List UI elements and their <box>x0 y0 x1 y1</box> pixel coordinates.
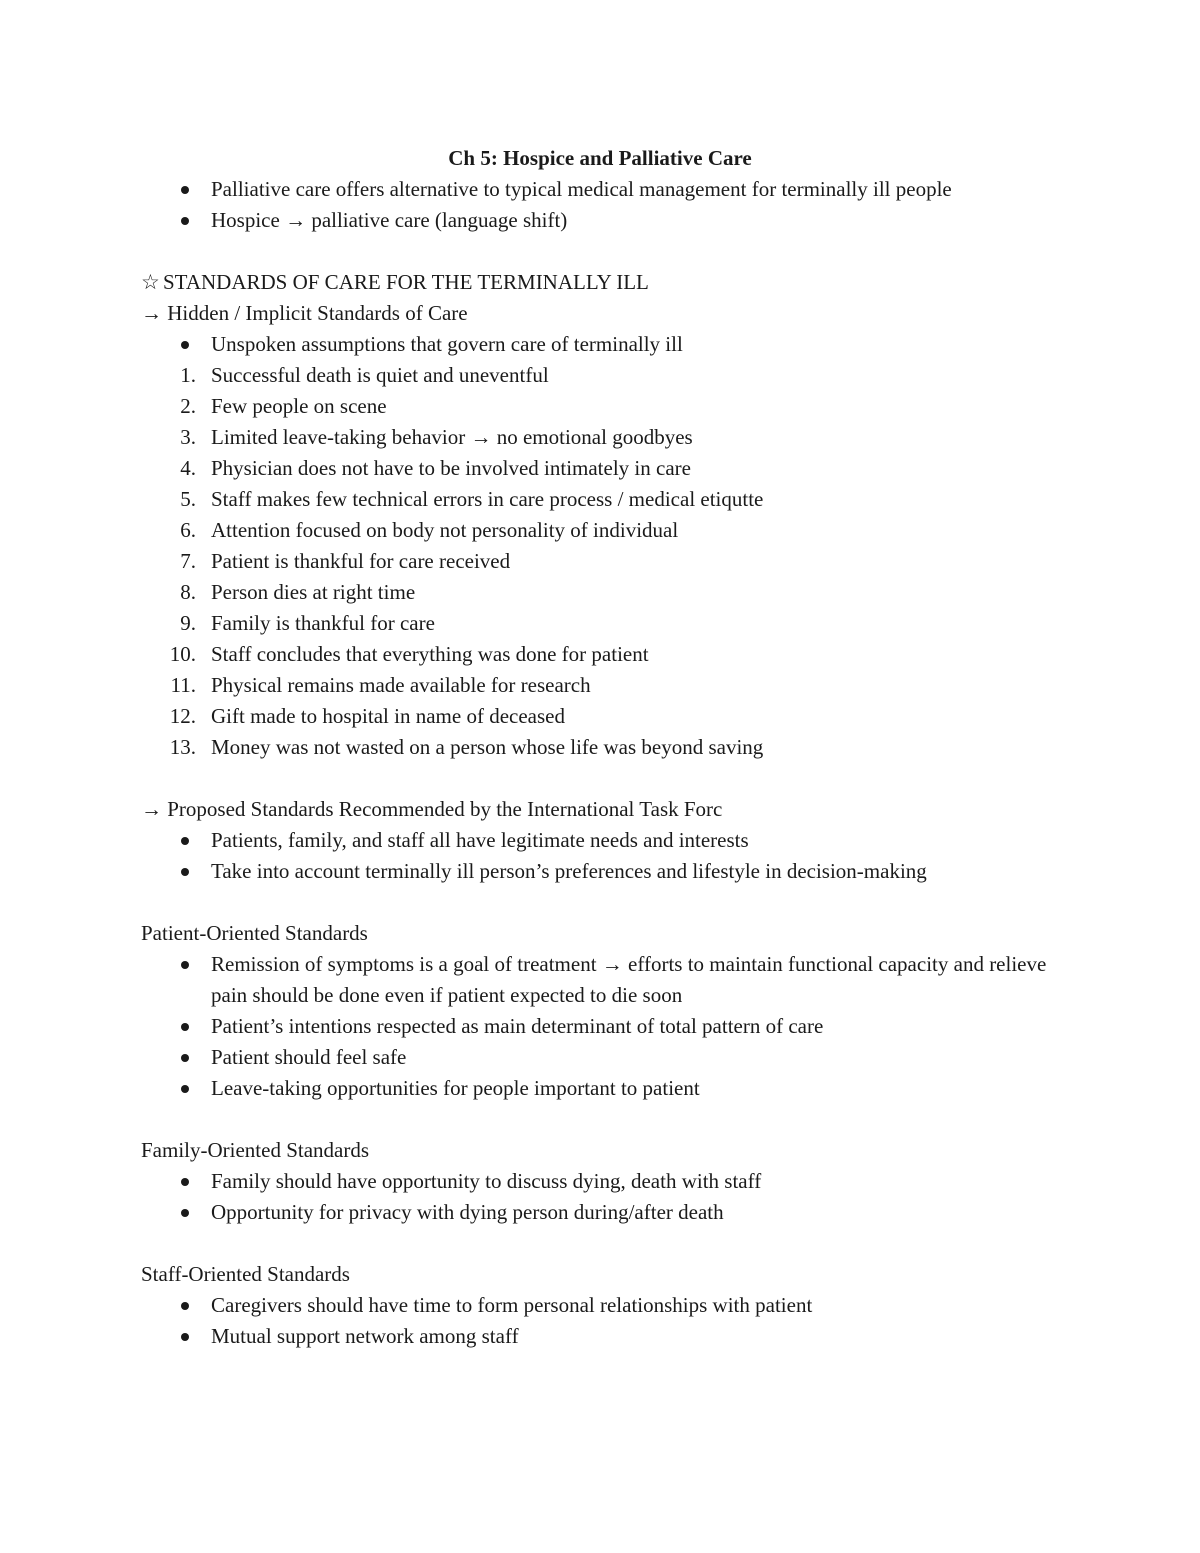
list-item: Hospice → palliative care (language shift) <box>141 205 1061 236</box>
patient-standards-heading: Patient-Oriented Standards <box>141 921 368 945</box>
numbered-item <box>141 453 1061 484</box>
numbered-item <box>141 639 1061 670</box>
numbered-item <box>141 422 1061 453</box>
spacer <box>141 236 1061 267</box>
intro-list <box>141 174 1061 236</box>
list-item: Patients, family, and staff all have legitimate needs and interests <box>141 825 1061 856</box>
item-text: Attention focused on body not personality of individual <box>211 518 679 542</box>
numbered-item <box>141 546 1061 577</box>
document-body <box>141 174 1061 1352</box>
item-number: 6. <box>180 518 196 542</box>
list-item: Remission of symptoms is a goal of treatment → efforts to maintain functional capacity and relieve pain should be done even if patient expected to die soon <box>141 949 1061 1011</box>
spacer <box>141 763 1061 794</box>
item-text: Staff concludes that everything was done for patient <box>211 642 649 666</box>
numbered-item <box>141 670 1061 701</box>
list-item: Patient should feel safe <box>141 1042 1061 1073</box>
standards-heading: ☆ STANDARDS OF CARE FOR THE TERMINALLY ILL <box>141 267 1061 298</box>
item-number: 10. <box>169 642 196 666</box>
item-number: 3. <box>180 425 196 449</box>
bullet-icon <box>181 341 189 349</box>
bullet-icon <box>181 186 189 194</box>
item-text: Staff makes few technical errors in care process / medical etiqutte <box>211 487 764 511</box>
item-number: 13. <box>169 735 196 759</box>
hidden-standards-list <box>141 360 1061 763</box>
proposed-standards-heading: → Proposed Standards Recommended by the International Task Forc <box>141 797 723 821</box>
item-number: 9. <box>180 611 196 635</box>
list-item: Caregivers should have time to form personal relationships with patient <box>141 1290 1061 1321</box>
list-item: Opportunity for privacy with dying person during/after death <box>141 1197 1061 1228</box>
numbered-item <box>141 515 1061 546</box>
bullet-icon <box>181 1054 189 1062</box>
star-icon: ☆ <box>141 270 160 294</box>
bullet-icon <box>181 1085 189 1093</box>
item-number: 2. <box>180 394 196 418</box>
item-text: Gift made to hospital in name of deceased <box>211 704 565 728</box>
item-number: 7. <box>180 549 196 573</box>
bullet-icon <box>181 837 189 845</box>
bullet-icon <box>181 868 189 876</box>
item-text: Few people on scene <box>211 394 387 418</box>
item-text: Money was not wasted on a person whose life was beyond saving <box>211 735 764 759</box>
staff-standards-heading: Staff-Oriented Standards <box>141 1262 350 1286</box>
numbered-item <box>141 360 1061 391</box>
numbered-item <box>141 391 1061 422</box>
patient-standards-list <box>141 949 1061 1104</box>
proposed-standards-list <box>141 825 1061 887</box>
bullet-icon <box>181 1302 189 1310</box>
list-item: Leave-taking opportunities for people important to patient <box>141 1073 1061 1104</box>
spacer <box>141 887 1061 918</box>
bullet-icon <box>181 1178 189 1186</box>
numbered-item <box>141 577 1061 608</box>
numbered-item <box>141 701 1061 732</box>
family-standards-list <box>141 1166 1061 1228</box>
list-item: Mutual support network among staff <box>141 1321 1061 1352</box>
list-item: Palliative care offers alternative to typical medical management for terminally ill people <box>141 174 1061 205</box>
spacer <box>141 1104 1061 1135</box>
item-number: 5. <box>180 487 196 511</box>
bullet-icon <box>181 1023 189 1031</box>
item-text: Patient is thankful for care received <box>211 549 511 573</box>
bullet-icon <box>181 217 189 225</box>
numbered-item <box>141 608 1061 639</box>
list-item: Family should have opportunity to discuss dying, death with staff <box>141 1166 1061 1197</box>
item-text: Family is thankful for care <box>211 611 435 635</box>
item-text: Physical remains made available for research <box>211 673 591 697</box>
list-item: Patient’s intentions respected as main determinant of total pattern of care <box>141 1011 1061 1042</box>
bullet-icon <box>181 1209 189 1217</box>
bullet-icon <box>181 961 189 969</box>
hidden-standards-heading: → Hidden / Implicit Standards of Care <box>141 301 468 325</box>
item-text: Limited leave-taking behavior → no emotional goodbyes <box>211 425 693 449</box>
numbered-item <box>141 732 1061 763</box>
item-number: 1. <box>180 363 196 387</box>
list-item: Unspoken assumptions that govern care of terminally ill <box>141 329 1061 360</box>
family-standards-heading: Family-Oriented Standards <box>141 1138 370 1162</box>
numbered-item <box>141 484 1061 515</box>
item-number: 4. <box>180 456 196 480</box>
item-text: Physician does not have to be involved intimately in care <box>211 456 691 480</box>
item-number: 12. <box>169 704 196 728</box>
hidden-bullet-list <box>141 329 1061 360</box>
item-number: 8. <box>180 580 196 604</box>
staff-standards-list <box>141 1290 1061 1352</box>
list-item: Take into account terminally ill person’s preferences and lifestyle in decision-making <box>141 856 1061 887</box>
item-number: 11. <box>170 673 196 697</box>
bullet-icon <box>181 1333 189 1341</box>
spacer <box>141 1228 1061 1259</box>
page-title: Ch 5: Hospice and Palliative Care <box>448 146 752 170</box>
item-text: Person dies at right time <box>211 580 416 604</box>
item-text: Successful death is quiet and uneventful <box>211 363 549 387</box>
